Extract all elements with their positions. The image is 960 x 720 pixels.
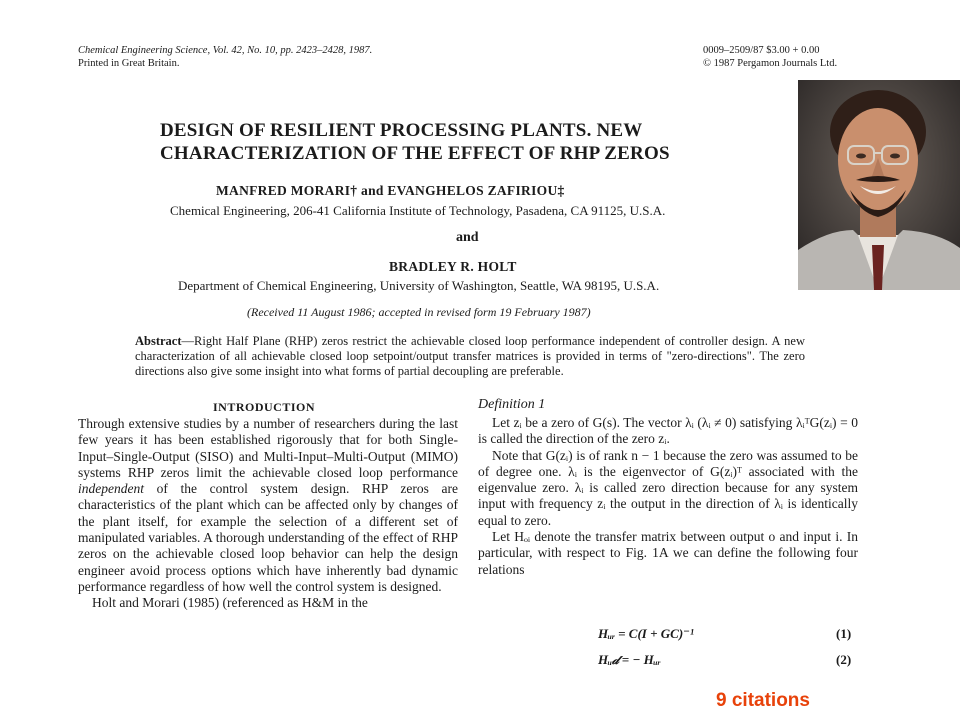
paper-title-line1: DESIGN OF RESILIENT PROCESSING PLANTS. NEW	[160, 120, 643, 141]
intro-paragraph-2: Holt and Morari (1985) (referenced as H&M in the	[92, 595, 368, 611]
relations-paragraph: Let Hₒᵢ denote the transfer matrix between output o and input i. In particular, with respect to Fig. 1A we can define the following four relations	[478, 529, 858, 577]
journal-price-code: 0009–2509/87 $3.00 + 0.00	[703, 45, 820, 56]
intro-paragraph: Through extensive studies by a number of researchers during the last few years it has been established rigorously that for both Single-Input–Single-Output (SISO) and Multi-Input–Multi-Output (MIMO) systems RHP zeros limit the achievable closed loop performance independent of the control system design. RHP zeros are characteristics of the plant which can be affected only by changes of the plant itself, for example the selection of a different set of manipulated variables. A thorough understanding of the effect of RHP zeros on the achievable closed loop behavior can help the design engineer avoid process options which have inherently bad dynamic performance regardless of how well the control system is designed.	[78, 416, 458, 594]
intro-emphasis: independent	[78, 481, 144, 497]
journal-print-note: Printed in Great Britain.	[78, 58, 180, 69]
journal-copyright: © 1987 Pergamon Journals Ltd.	[703, 58, 838, 69]
affiliation-washington: Department of Chemical Engineering, University of Washington, Seattle, WA 98195, U.S.A.	[178, 278, 660, 293]
equation-2-number: (2)	[836, 652, 852, 667]
paper-title	[160, 119, 800, 165]
author-photo	[798, 80, 960, 290]
abstract-text: —Right Half Plane (RHP) zeros restrict the achievable closed loop performance independent of controller design. A new characterization of all achievable closed loop setpoint/output transfer matrices is provided in terms of "zero-directions". The zero directions also give some insight into what forms of partial decoupling are preferable.	[135, 334, 805, 378]
citation-count: 9 citations	[716, 690, 810, 711]
definition-text: Let zᵢ be a zero of G(s). The vector λᵢ (λᵢ ≠ 0) satisfying λᵢᵀG(zᵢ) = 0 is called the direction of the zero zᵢ.	[478, 415, 858, 447]
equation-1-number: (1)	[836, 626, 852, 641]
equation-2: Hᵤ𝒹 = − Hᵤᵣ	[598, 652, 661, 667]
note-paragraph: Note that G(zᵢ) is of rank n − 1 because the zero was assumed to be of degree one. λᵢ is the eigenvector of G(zᵢ)ᵀ associated with the eigenvalue zero. λᵢ is called zero direction because for any system input with frequency zᵢ the output in the direction of λᵢ is identically equal to zero.	[478, 447, 858, 528]
author-portrait-image	[798, 80, 960, 290]
authors-group1: MANFRED MORARI† and EVANGHELOS ZAFIRIOU‡	[216, 183, 565, 198]
journal-citation: Chemical Engineering Science, Vol. 42, No. 10, pp. 2423–2428, 1987.	[78, 45, 373, 56]
abstract	[135, 334, 805, 379]
authors-and: and	[456, 230, 479, 245]
paper-title-line2: CHARACTERIZATION OF THE EFFECT OF RHP ZEROS	[160, 143, 670, 164]
equation-1: Hᵤᵣ = C(I + GC)⁻¹	[598, 626, 694, 641]
introduction-heading: INTRODUCTION	[213, 400, 316, 414]
abstract-label: Abstract	[135, 334, 182, 348]
journal-code	[703, 44, 837, 70]
left-column	[78, 416, 458, 612]
authors-group2: BRADLEY R. HOLT	[389, 259, 517, 274]
affiliation-caltech: Chemical Engineering, 206-41 California Institute of Technology, Pasadena, CA 91125, U.S.A.	[170, 203, 666, 218]
journal-header	[78, 44, 372, 70]
right-column	[478, 415, 858, 578]
received-dates: (Received 11 August 1986; accepted in revised form 19 February 1987)	[247, 305, 591, 319]
definition-heading: Definition 1	[478, 397, 546, 412]
